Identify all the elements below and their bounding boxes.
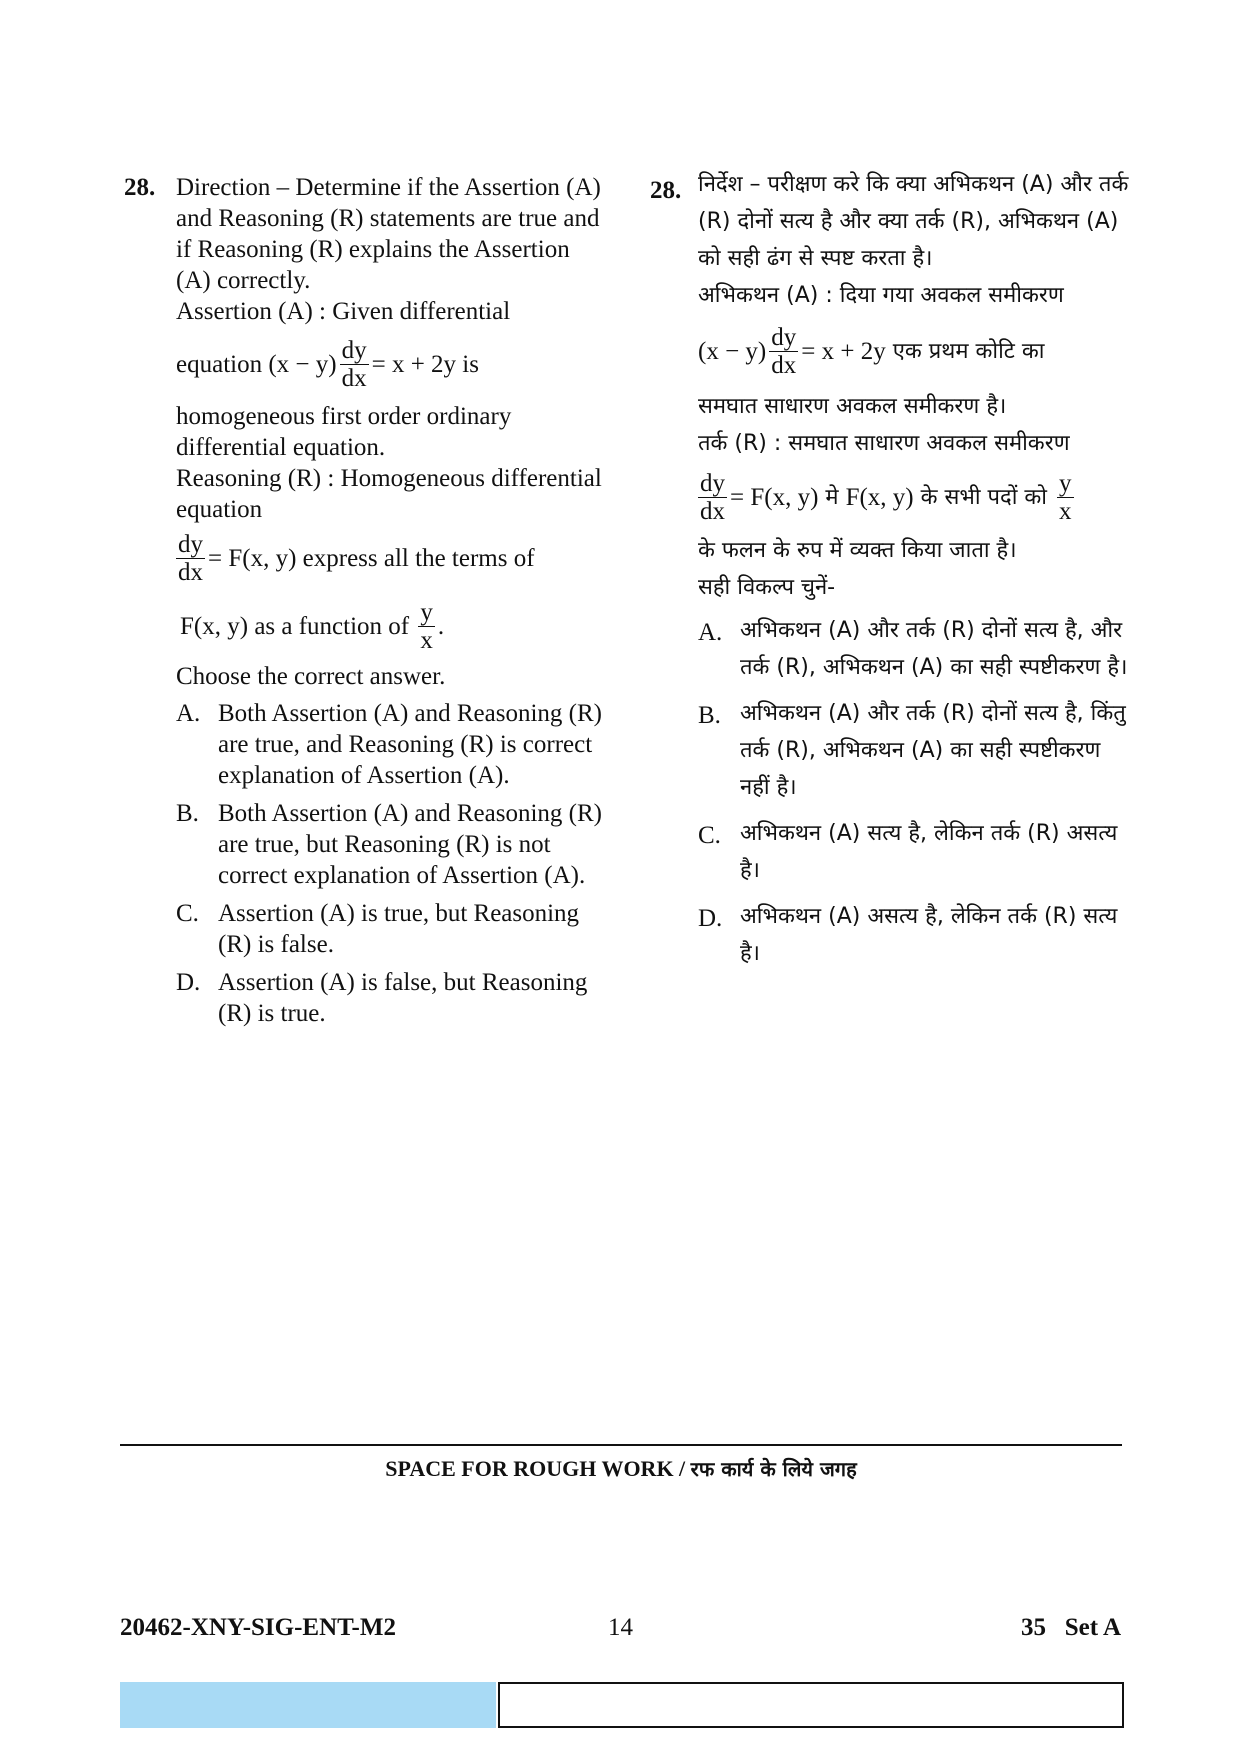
option-text: अभिकथन (A) सत्य है, लेकिन तर्क (R) असत्य है।: [740, 821, 1118, 883]
option-label: A.: [176, 700, 201, 727]
assertion-equation: [176, 327, 604, 401]
fxy-rhs: = F(x, y): [208, 544, 297, 572]
assertion-intro: Assertion (A) : Given differential: [176, 298, 511, 325]
dy-dx-fraction: [769, 324, 798, 379]
option-label: C.: [698, 822, 721, 849]
reasoning-equation-hindi: [698, 462, 1130, 532]
reasoning-intro: Reasoning (R) : Homogeneous differential equation: [176, 465, 602, 523]
question-hindi: [650, 172, 1130, 981]
me-word: मे: [825, 484, 839, 510]
question-english: [124, 172, 604, 1036]
option-d: [176, 967, 604, 1029]
fraction-denominator: dx: [771, 351, 797, 379]
question-number: 28.: [124, 174, 156, 201]
page-number: 14: [608, 1614, 633, 1641]
rough-work-divider: [120, 1444, 1122, 1446]
option-c: [698, 815, 1130, 889]
assertion-rest-hindi: समघात साधारण अवकल समीकरण है।: [698, 394, 1007, 419]
option-text: Both Assertion (A) and Reasoning (R) are true, and Reasoning (R) is correct explanation of Assertion (A).: [218, 700, 602, 789]
reasoning-intro-hindi: तर्क (R) : समघात साधारण अवकल समीकरण: [698, 431, 1070, 456]
option-label: A.: [698, 619, 723, 646]
paper-code: 20462-XNY-SIG-ENT-M2: [120, 1614, 396, 1641]
fraction-numerator: dy: [341, 336, 367, 364]
option-text: अभिकथन (A) और तर्क (R) दोनों सत्य है, और तर्क (R), अभिकथन (A) का सही स्पष्टीकरण है।: [740, 618, 1128, 680]
equation-rhs: = x + 2y: [371, 350, 457, 378]
option-label: D.: [176, 969, 201, 996]
choose-text: Choose the correct answer.: [176, 663, 446, 690]
option-c: [176, 898, 604, 960]
fraction-numerator: y: [1059, 469, 1072, 497]
fraction-numerator: dy: [178, 530, 203, 558]
assertion-rest: homogeneous first order ordinary differential equation.: [176, 403, 512, 461]
options-english: [176, 698, 604, 1029]
fxy: F(x, y): [845, 483, 914, 511]
is-word: is: [462, 350, 479, 378]
option-a: [176, 698, 604, 791]
option-label: D.: [698, 905, 723, 932]
function-line: [176, 591, 604, 661]
equation-tail-hindi: एक प्रथम कोटि का: [892, 338, 1045, 364]
option-a: [698, 612, 1130, 686]
dy-dx-fraction: [698, 470, 727, 525]
fraction-denominator: dx: [341, 364, 367, 392]
option-label: B.: [698, 702, 721, 729]
option-d: [698, 898, 1130, 972]
option-text: अभिकथन (A) और तर्क (R) दोनों सत्य है, किंतु तर्क (R), अभिकथन (A) का सही स्पष्टीकरण नहीं है।: [740, 701, 1126, 800]
direction-text: Direction – Determine if the Assertion (A) and Reasoning (R) statements are true and if Reasoning (R) explains the Assertion (A) correctly.: [176, 174, 601, 294]
assertion-equation-hindi: [698, 314, 1130, 388]
express-text: express all the terms of: [302, 544, 535, 572]
equation-lhs: (x − y): [268, 350, 337, 378]
fraction-denominator: dx: [178, 558, 203, 586]
answer-box: [498, 1682, 1124, 1728]
rough-work-english: SPACE FOR ROUGH WORK /: [385, 1456, 691, 1481]
fraction-numerator: dy: [700, 469, 725, 497]
choose-text-hindi: सही विकल्प चुनें-: [698, 575, 836, 600]
option-text: अभिकथन (A) असत्य है, लेकिन तर्क (R) सत्य है।: [740, 904, 1118, 966]
reasoning-equation: [176, 525, 604, 591]
option-text: Assertion (A) is false, but Reasoning (R) is true.: [218, 969, 588, 1027]
option-label: C.: [176, 900, 199, 927]
fxy: F(x, y): [180, 612, 249, 640]
fraction-denominator: x: [420, 626, 433, 654]
fraction-numerator: dy: [771, 323, 797, 351]
assertion-intro-hindi: अभिकथन (A) : दिया गया अवकल समीकरण: [698, 283, 1064, 308]
dy-dx-fraction: [176, 531, 205, 586]
equation-lhs: (x − y): [698, 337, 767, 365]
options-hindi: [698, 612, 1130, 972]
function-text: as a function of: [254, 612, 410, 640]
y-over-x-fraction: [1057, 470, 1074, 525]
option-label: B.: [176, 800, 199, 827]
fraction-denominator: dx: [700, 497, 725, 525]
option-b: [698, 695, 1130, 806]
question-number: 28.: [650, 177, 682, 204]
sabhi-text: के सभी पदों को: [920, 484, 1048, 510]
fraction-denominator: x: [1059, 497, 1072, 525]
period: .: [437, 612, 445, 640]
blue-marker-bar: [120, 1682, 496, 1728]
reasoning-rest-hindi: के फलन के रुप में व्यक्त किया जाता है।: [698, 538, 1017, 563]
equation-word: equation: [176, 350, 263, 378]
option-text: Assertion (A) is true, but Reasoning (R) is false.: [218, 900, 580, 958]
option-b: [176, 798, 604, 891]
fraction-numerator: y: [420, 598, 433, 626]
set-label: 35 Set A: [1021, 1614, 1121, 1641]
direction-text-hindi: निर्देश – परीक्षण करे कि क्या अभिकथन (A) और तर्क (R) दोनों सत्य है और क्या तर्क (R), अभिकथन (A) को सही ढंग से स्पष्ट करता है।: [698, 172, 1129, 271]
rough-work-heading: [120, 1455, 1122, 1482]
equation-rhs: = x + 2y: [801, 337, 886, 365]
fxy-rhs: = F(x, y): [730, 483, 819, 511]
y-over-x-fraction: [418, 599, 435, 654]
option-text: Both Assertion (A) and Reasoning (R) are true, but Reasoning (R) is not correct explanation of Assertion (A).: [218, 800, 602, 889]
dy-dx-fraction: [340, 337, 369, 392]
rough-work-hindi: रफ कार्य के लिये जगह: [690, 1457, 857, 1481]
